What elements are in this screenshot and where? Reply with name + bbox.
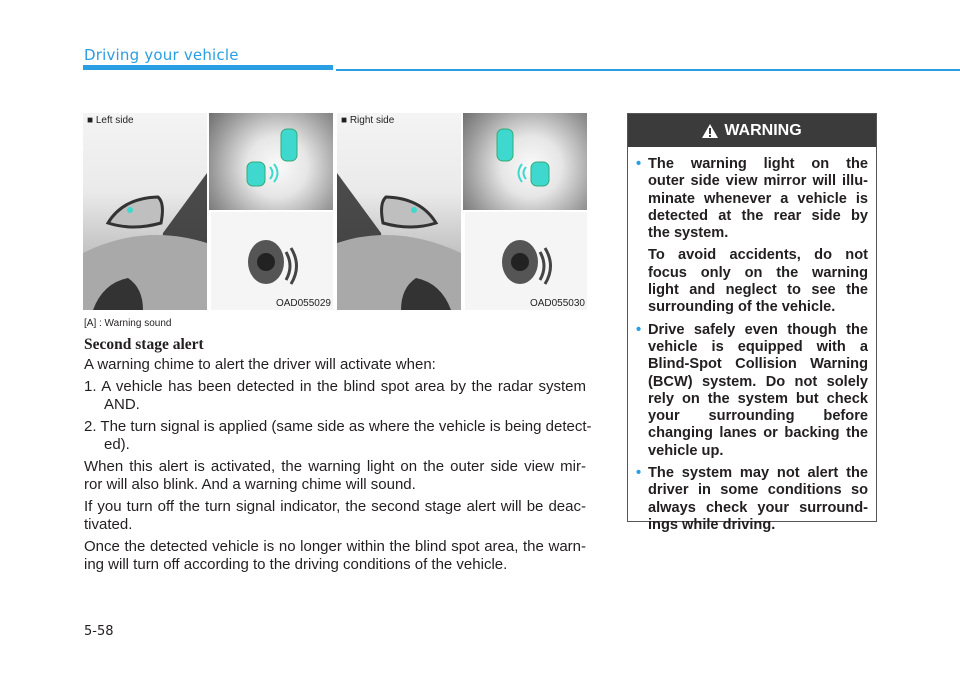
- text-line: minate whenever a vehicle is: [648, 190, 868, 207]
- figure-right-side: [337, 113, 587, 310]
- figure-code: OAD055029: [275, 298, 331, 309]
- text-line: 2. The turn signal is applied (same side as where the vehicle is being detect-: [84, 418, 592, 435]
- warning-triangle-icon: [702, 124, 718, 138]
- text-line: vehicle is equipped with a: [648, 338, 868, 355]
- warning-bullet: [636, 465, 868, 534]
- figure-left-side: [83, 113, 333, 310]
- warning-bullet: [636, 156, 868, 317]
- text-line: always check your surround-: [648, 499, 868, 516]
- text-line: Once the detected vehicle is no longer within the blind spot area, the warn-: [84, 538, 586, 555]
- figure-caption: [A] : Warning sound: [84, 318, 172, 329]
- text-line: AND.: [104, 396, 140, 413]
- text-line: The warning light on the: [648, 156, 868, 172]
- blind-spot-starburst: [463, 113, 587, 210]
- car-mirror-illustration: [83, 113, 207, 310]
- text-line: ings while driving.: [648, 516, 776, 533]
- own-car-icon: [247, 162, 265, 186]
- text-line: (BCW) system. Do not solely: [648, 373, 868, 390]
- warning-sound-speaker: [465, 212, 587, 310]
- text-line: ing will turn off according to the driving conditions of the vehicle.: [84, 556, 508, 573]
- warning-sound-speaker: [211, 212, 333, 310]
- page-number: 5-58: [84, 624, 114, 639]
- text-line: tivated.: [84, 516, 133, 533]
- bullet-icon: •: [636, 321, 642, 338]
- section-title: Driving your vehicle: [84, 46, 239, 64]
- text-line: detected at the rear side by: [648, 207, 868, 224]
- figure-label: ■ Right side: [341, 115, 395, 126]
- car-mirror-illustration: [337, 113, 461, 310]
- text-line: To avoid accidents, do not: [648, 247, 868, 264]
- text-line: your surrounding before: [648, 408, 868, 425]
- text-line: If you turn off the turn signal indicator, the second stage alert will be deac-: [84, 498, 586, 515]
- header-bar: [83, 65, 333, 70]
- text-line: ror will also blink. And a warning chime will sound.: [84, 476, 416, 493]
- figure-label: ■ Left side: [87, 115, 134, 126]
- bullet-icon: •: [636, 156, 642, 172]
- text-line: light and neglect to see the: [648, 282, 868, 299]
- text-line: surrounding of the vehicle.: [648, 299, 836, 316]
- body-text: [84, 356, 592, 578]
- text-line: The system may not alert the: [648, 465, 868, 482]
- text-line: the system.: [648, 225, 729, 242]
- text-line: driver in some conditions so: [648, 482, 868, 499]
- warning-box: [627, 113, 877, 533]
- text-line: When this alert is activated, the warning light on the outer side view mir-: [84, 458, 586, 475]
- text-line: focus only on the warning: [648, 264, 868, 281]
- warning-bullet: [636, 322, 868, 460]
- text-line: Blind-Spot Collision Warning: [648, 356, 868, 373]
- figure-code: OAD055030: [529, 298, 585, 309]
- text-line: rely on the system but check: [648, 390, 868, 407]
- detected-car-icon: [281, 129, 297, 161]
- header-rule: [336, 69, 960, 71]
- bullet-icon: •: [636, 465, 642, 482]
- text-line: changing lanes or backing the: [648, 425, 868, 442]
- text-line: 1. A vehicle has been detected in the blind spot area by the radar system: [84, 378, 586, 395]
- text-line: vehicle up.: [648, 442, 724, 459]
- text-line: A warning chime to alert the driver will activate when:: [84, 356, 436, 373]
- warning-title: WARNING: [724, 121, 802, 139]
- warning-header: [628, 114, 876, 147]
- blind-spot-starburst: [209, 113, 333, 210]
- section-heading: Second stage alert: [84, 336, 204, 353]
- text-line: outer side view mirror will illu-: [648, 173, 868, 190]
- text-line: ed).: [104, 436, 130, 453]
- text-line: Drive safely even though the: [648, 321, 868, 338]
